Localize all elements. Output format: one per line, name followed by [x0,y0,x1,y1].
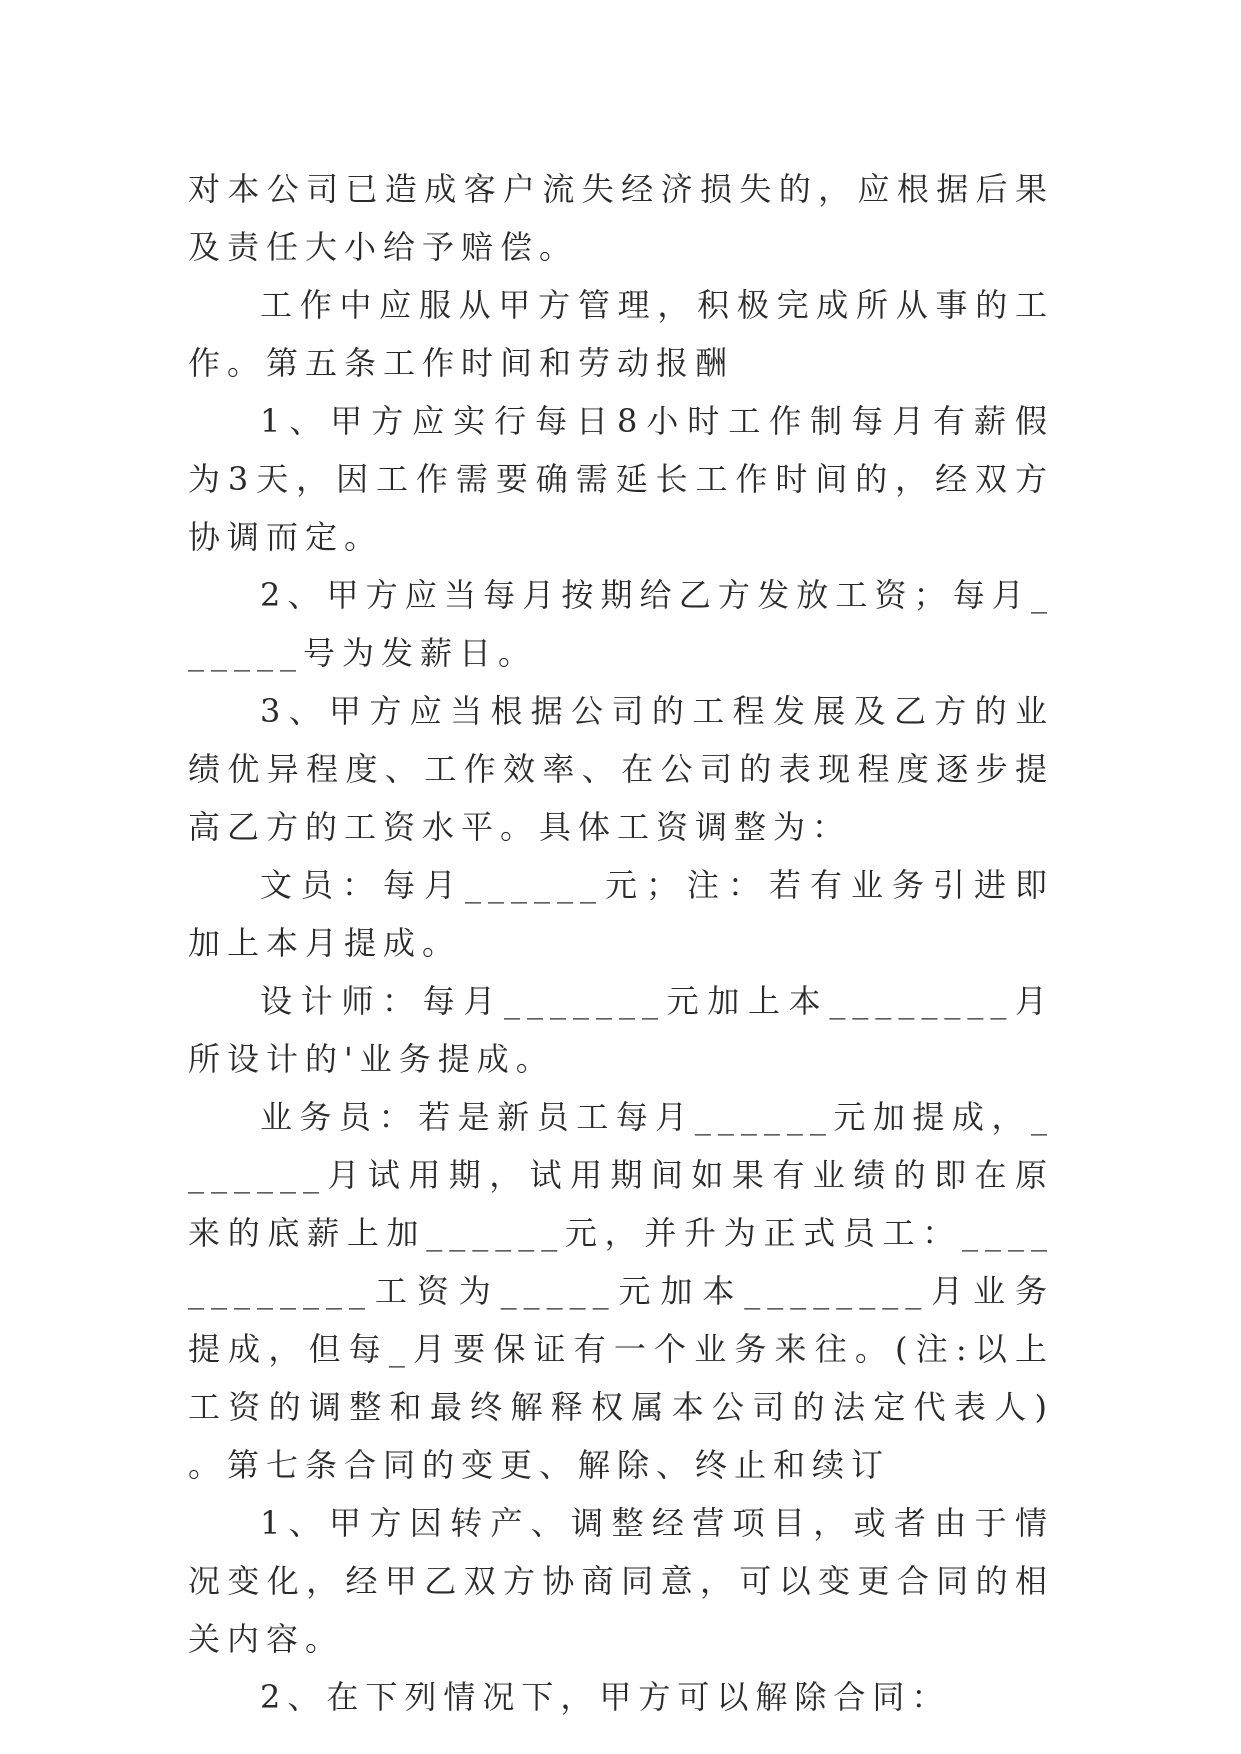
paragraph: 工作中应服从甲方管理，积极完成所从事的工作。第五条工作时间和劳动报酬 [188,286,1054,382]
paragraph: 设计师：每月_______元加上本________月所设计的'业务提成。 [188,982,1054,1078]
paragraph: 文员：每月______元；注：若有业务引进即加上本月提成。 [188,866,1054,962]
paragraph: 2、甲方应当每月按期给乙方发放工资；每月______号为发薪日。 [188,576,1054,672]
paragraph: 业务员：若是新员工每月______元加提成，_______月试用期，试用期间如果有业绩的即在原来的底薪上加______元，并升为正式员工：____________工资为_____元加本________月业务提成，但每_月要保证有一个业务来往。(注:以上工资的调整和最终解释权属本公司的法定代表人)。第七条合同的变更、解除、终止和续订 [188,1098,1054,1484]
paragraph: 2、在下列情况下，甲方可以解除合同： [260,1678,951,1716]
paragraph: 1、甲方应实行每日8小时工作制每月有薪假为3天，因工作需要确需延长工作时间的，经双方协调而定。 [188,402,1054,556]
document-page [188,160,1054,1726]
paragraph: 1、甲方因转产、调整经营项目，或者由于情况变化，经甲乙双方协商同意，可以变更合同的相关内容。 [188,1504,1054,1658]
paragraph: 对本公司已造成客户流失经济损失的，应根据后果及责任大小给予赔偿。 [188,170,1054,266]
paragraph: 3、甲方应当根据公司的工程发展及乙方的业绩优异程度、工作效率、在公司的表现程度逐步提高乙方的工资水平。具体工资调整为： [188,692,1054,846]
